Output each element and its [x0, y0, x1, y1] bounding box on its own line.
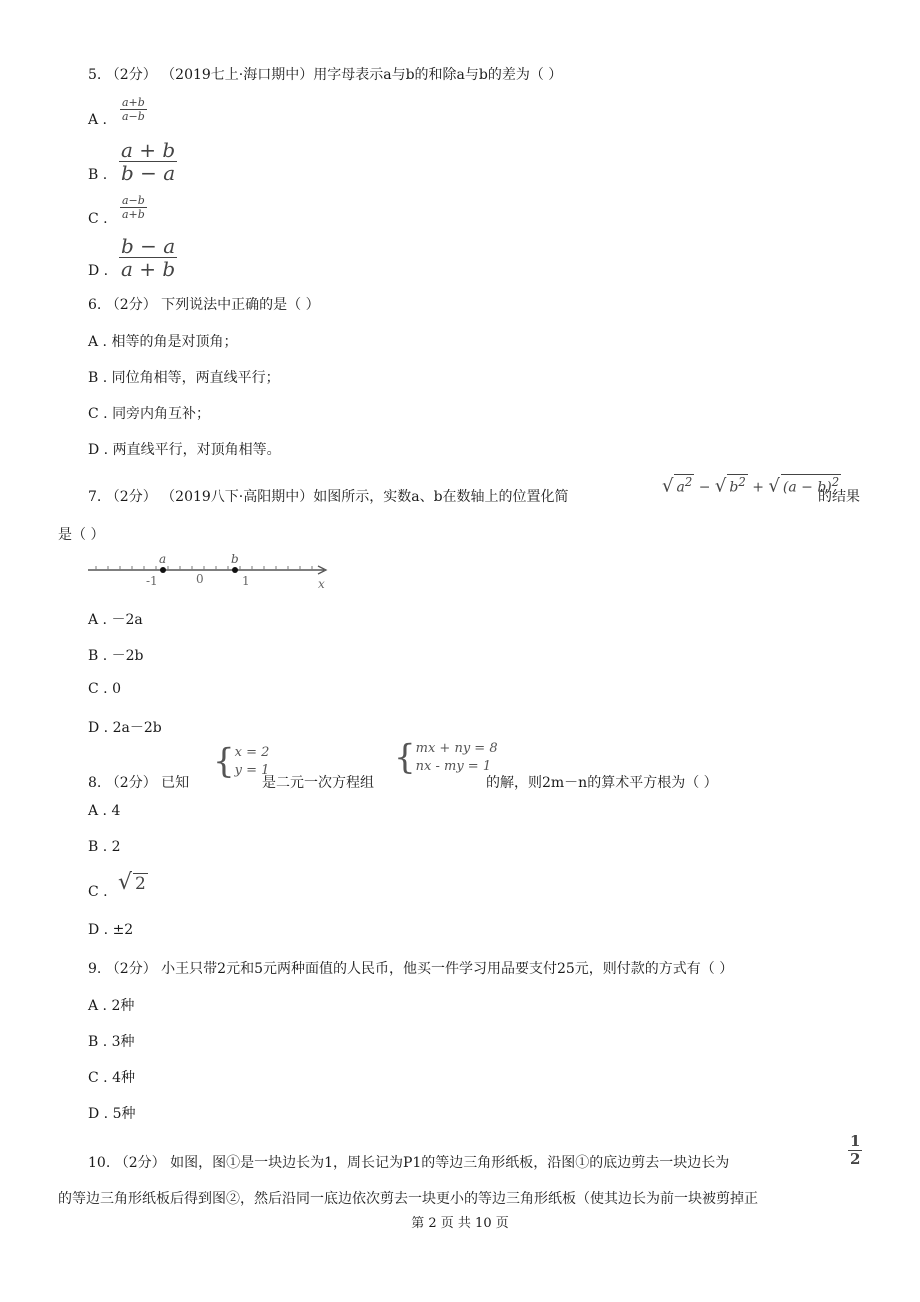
expr-plus: + — [752, 479, 764, 496]
q5-option-a-fraction — [120, 97, 147, 122]
q8-stem-suffix: 的解，则2m－n的算术平方根为（ ） — [486, 775, 718, 791]
q6-option-c: C . 同旁内角互补； — [88, 406, 211, 422]
point-b — [232, 567, 238, 573]
numerator: b − a — [121, 234, 176, 258]
axis-label-x: x — [318, 577, 325, 590]
q10-fraction-half — [848, 1134, 862, 1167]
q7-option-c: C . 0 — [88, 681, 121, 697]
q7-option-b: B . －2b — [88, 648, 144, 664]
q8-stem-prefix: 8. （2分） 已知 — [88, 775, 190, 791]
q9-option-d: D . 5种 — [88, 1106, 136, 1122]
q5-option-c — [88, 211, 108, 227]
q5-option-d — [88, 263, 108, 279]
q10-stem-line1: 10. （2分） 如图，图①是一块边长为1，周长记为P1的等边三角形纸板，沿图①的底边剪去一块边长为 — [88, 1155, 730, 1171]
option-label: C . — [88, 211, 108, 227]
point-a-label: a — [159, 552, 167, 566]
q6-stem: 6. （2分） 下列说法中正确的是（ ） — [88, 297, 320, 313]
q9-option-b: B . 3种 — [88, 1034, 135, 1050]
tick-label-1: 1 — [242, 574, 250, 588]
q5-option-a — [88, 112, 107, 128]
denominator: a−b — [122, 110, 145, 123]
equation: y = 1 — [234, 762, 270, 778]
q7-stem-line2: 是（ ） — [58, 527, 105, 543]
q5-option-b-fraction — [119, 140, 177, 183]
q6-option-d: D . 两直线平行，对顶角相等。 — [88, 442, 281, 458]
q8-option-a: A . 4 — [88, 803, 121, 819]
expr-b-exp: 2 — [738, 475, 746, 489]
q8-system-solution — [213, 741, 270, 782]
q6-option-a: A . 相等的角是对顶角； — [88, 334, 238, 350]
q8-option-b: B . 2 — [88, 839, 121, 855]
q5-option-d-fraction — [119, 236, 177, 279]
equation: x = 2 — [234, 745, 270, 760]
page-footer: 第 2 页 共 10 页 — [411, 1216, 509, 1231]
left-brace-icon: { — [394, 737, 416, 778]
tick-label-0: 0 — [196, 572, 204, 586]
q7-option-d: D . 2a－2b — [88, 720, 162, 736]
expr-a: a — [676, 479, 685, 496]
expr-a-exp: 2 — [684, 475, 693, 489]
equation: nx - my = 1 — [415, 758, 492, 774]
point-a — [160, 567, 166, 573]
q5-option-b — [88, 167, 107, 183]
left-brace-icon: { — [213, 741, 235, 782]
numerator: a−b — [122, 194, 145, 207]
expr-ab-exp: 2 — [831, 475, 840, 489]
q5-option-c-fraction — [120, 195, 147, 220]
numerator: a+b — [122, 96, 145, 109]
option-label: A . — [88, 112, 108, 128]
q8-stem-middle: 是二元一次方程组 — [262, 775, 374, 791]
option-label: B . — [88, 167, 108, 183]
denominator: b − a — [121, 161, 176, 185]
tick-label-neg1: -1 — [146, 574, 158, 588]
q7-option-a: A . －2a — [88, 612, 143, 628]
q7-radical-expression: √ $a^2$ − √ $b^2$ + √ $(a - b)^2$ — [662, 475, 840, 497]
radicand: 2 — [135, 874, 146, 894]
q8-equation-system — [394, 737, 498, 778]
number-line-figure — [86, 552, 336, 590]
point-b-label: b — [231, 552, 239, 566]
q7-stem-tail: 的结果 — [818, 489, 860, 505]
equation: mx + ny = 8 — [415, 741, 498, 756]
denominator: a+b — [122, 208, 145, 221]
expr-minus: − — [698, 479, 711, 496]
denominator: 2 — [850, 1150, 861, 1168]
q7-stem: 7. （2分） （2019八下·高阳期中）如图所示，实数a、b在数轴上的位置化简 — [88, 489, 569, 505]
q9-option-c: C . 4种 — [88, 1070, 135, 1086]
q5-stem: 5. （2分） （2019七上·海口期中）用字母表示a与b的和除a与b的差为（ ） — [88, 67, 563, 83]
q6-option-b: B . 同位角相等，两直线平行； — [88, 370, 280, 386]
expr-ab: (a − b) — [782, 479, 832, 496]
radical-icon: √ — [118, 870, 133, 895]
q8-option-c: C . — [88, 884, 108, 900]
expr-b: b — [729, 479, 739, 496]
numerator: a + b — [121, 138, 176, 162]
q8-option-d: D . ±2 — [88, 922, 134, 938]
q9-option-a: A . 2种 — [88, 998, 135, 1014]
q10-stem-line2: 的等边三角形纸板后得到图②，然后沿同一底边依次剪去一块更小的等边三角形纸板（使其边长为前一块被剪掉正 — [58, 1191, 758, 1207]
option-label: D . — [88, 263, 109, 279]
denominator: a + b — [121, 257, 176, 281]
numerator: 1 — [850, 1132, 861, 1150]
q9-stem: 9. （2分） 小王只带2元和5元两种面值的人民币，他买一件学习用品要支付25元，则付款的方式有（ ） — [88, 961, 734, 977]
q8-option-c-sqrt — [118, 870, 148, 895]
